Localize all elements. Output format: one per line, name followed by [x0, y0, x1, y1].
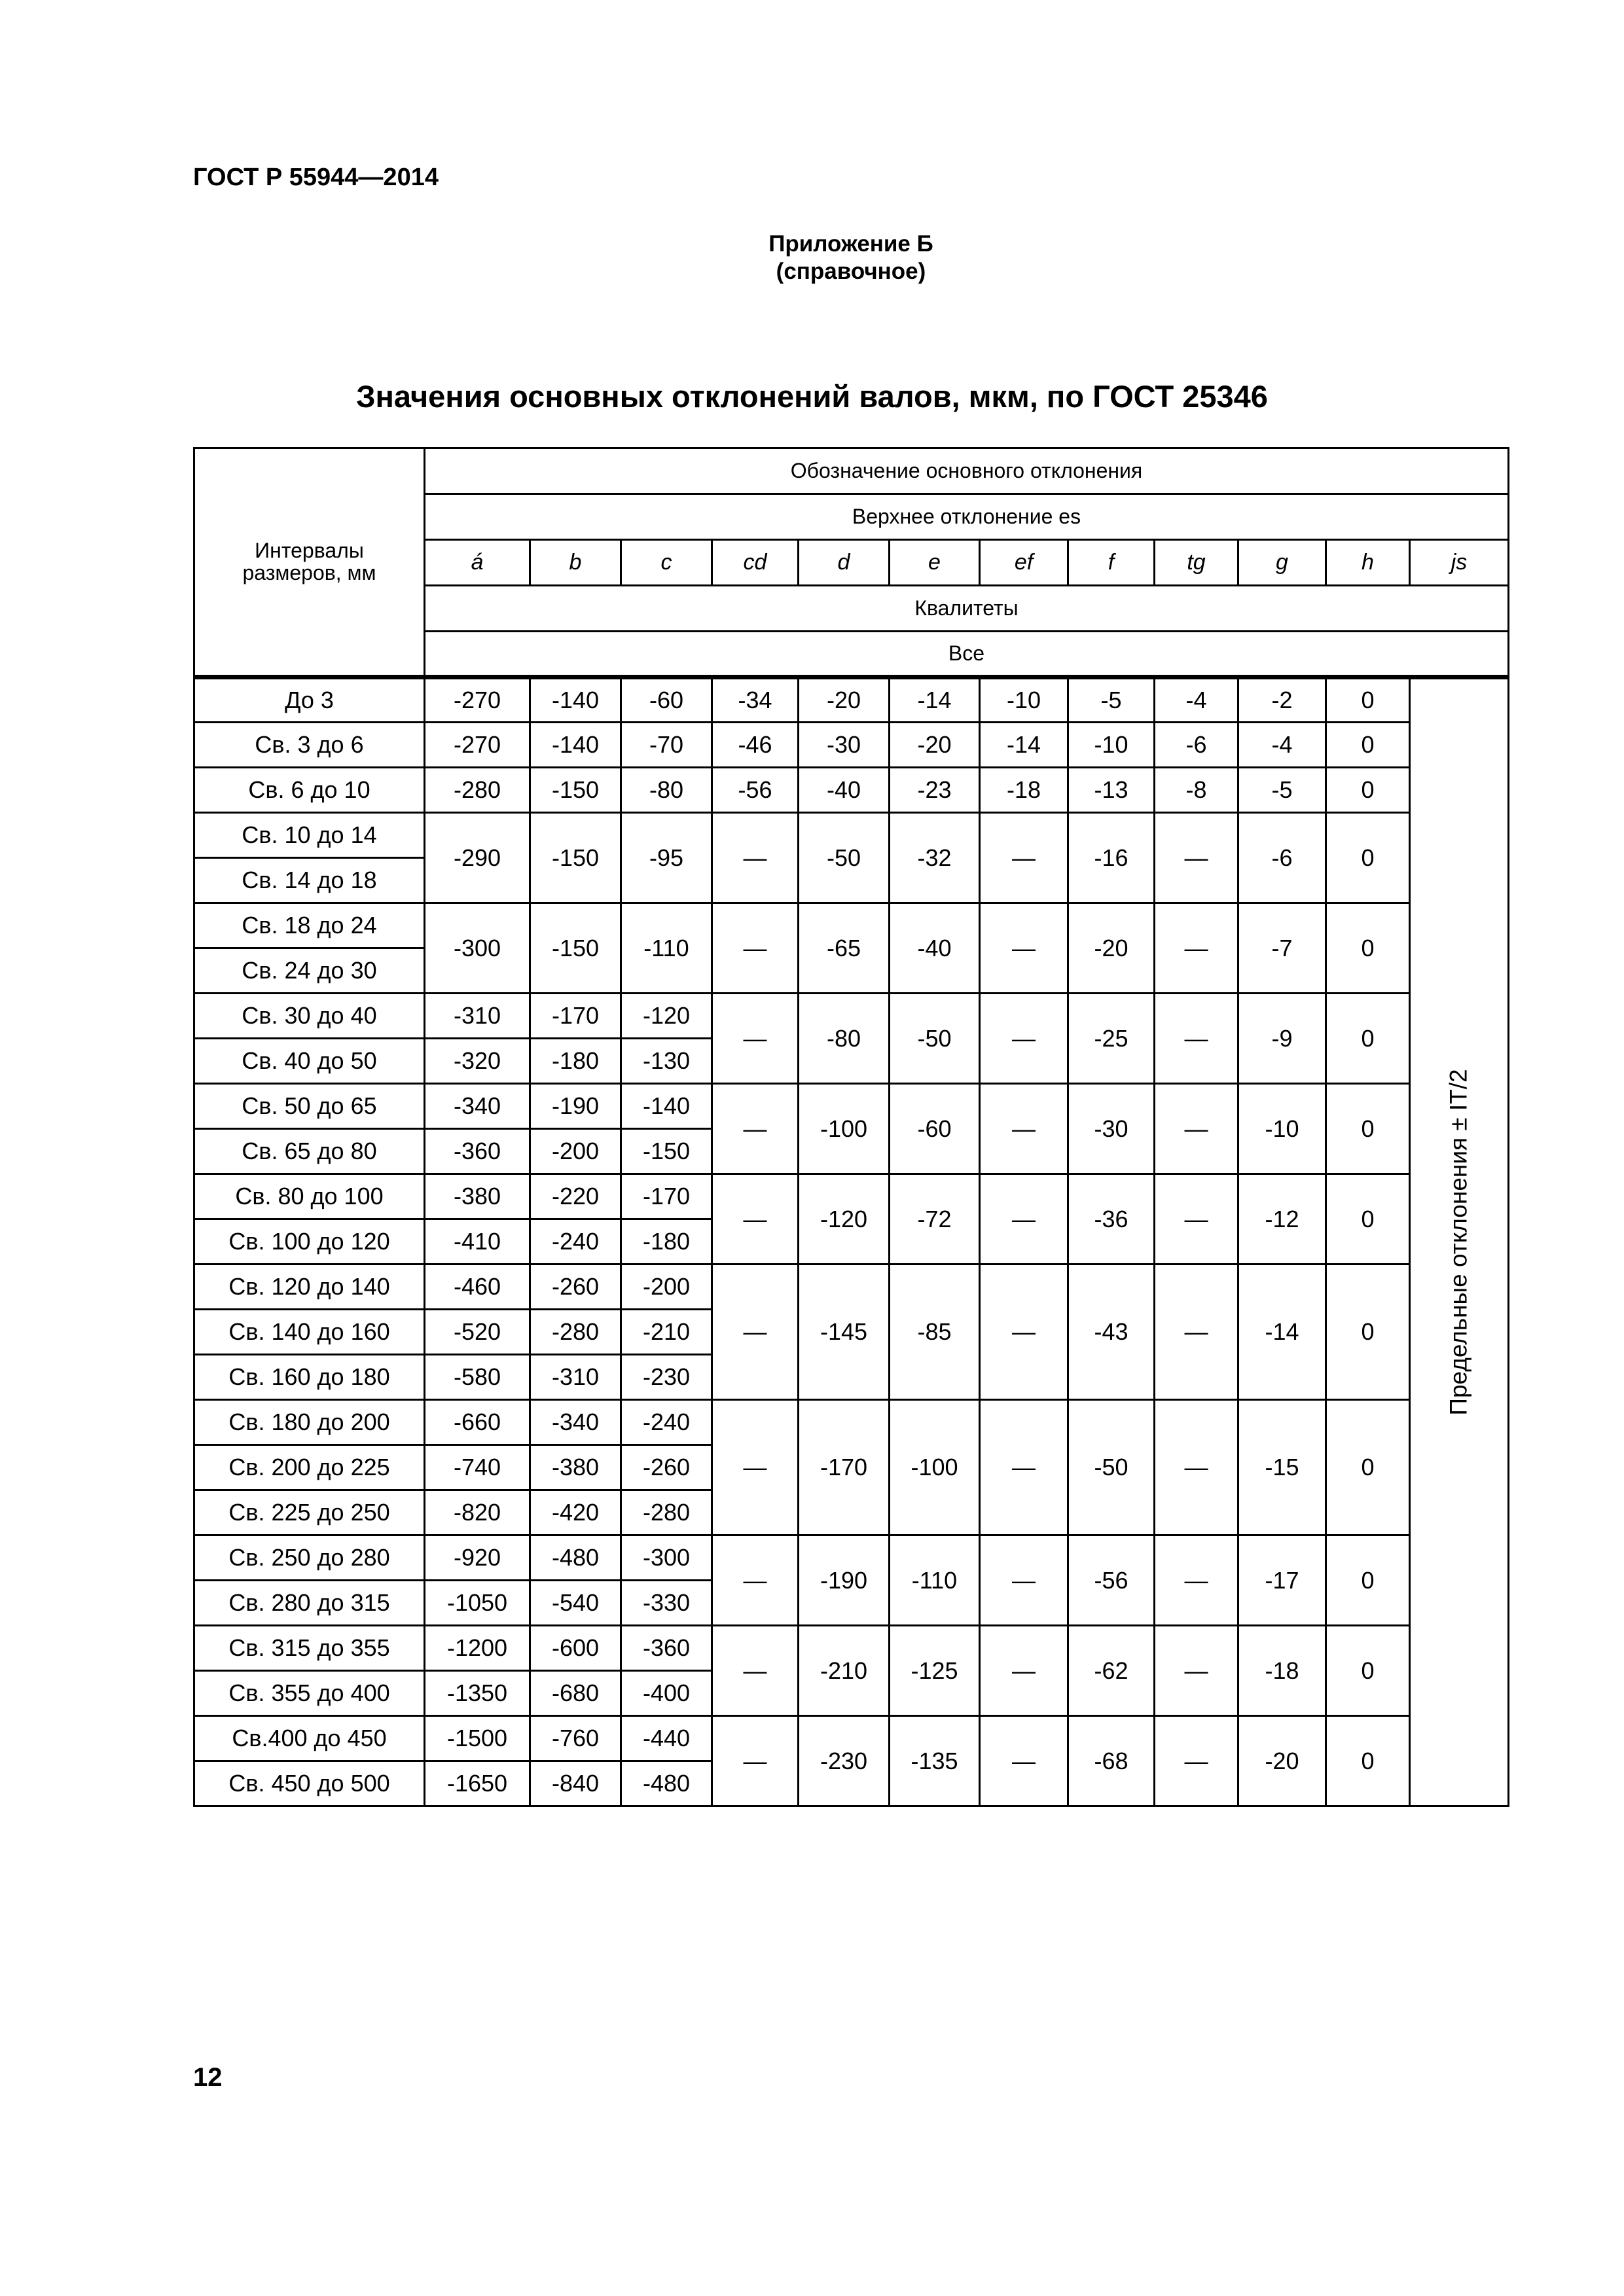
- value-f: -36: [1068, 1174, 1155, 1265]
- value-f: -68: [1068, 1716, 1155, 1806]
- letter-b: b: [530, 540, 621, 586]
- letter-d: d: [799, 540, 890, 586]
- value-a: -290: [425, 813, 530, 903]
- value-fg: -6: [1155, 723, 1238, 768]
- value-fg: -4: [1155, 677, 1238, 723]
- table-row: [194, 813, 1509, 858]
- value-d: -210: [799, 1626, 890, 1716]
- interval-cell: Св. 40 до 50: [194, 1039, 425, 1084]
- value-ef: —: [980, 1174, 1068, 1265]
- value-c: -260: [621, 1445, 712, 1490]
- interval-cell: Св. 450 до 500: [194, 1761, 425, 1806]
- value-c: -400: [621, 1671, 712, 1716]
- value-cd: —: [712, 1716, 799, 1806]
- value-cd: -56: [712, 768, 799, 813]
- value-cd: —: [712, 1265, 799, 1400]
- value-g: -7: [1238, 903, 1326, 994]
- value-ef: —: [980, 1400, 1068, 1535]
- interval-cell: Св. 225 до 250: [194, 1490, 425, 1535]
- value-h: 0: [1326, 1400, 1410, 1535]
- interval-cell: Св. 6 до 10: [194, 768, 425, 813]
- value-h: 0: [1326, 1716, 1410, 1806]
- value-b: -140: [530, 677, 621, 723]
- value-cd: —: [712, 903, 799, 994]
- value-f: -50: [1068, 1400, 1155, 1535]
- value-g: -20: [1238, 1716, 1326, 1806]
- value-b: -540: [530, 1581, 621, 1626]
- value-a: -1500: [425, 1716, 530, 1761]
- value-f: -13: [1068, 768, 1155, 813]
- letter-js: js: [1410, 540, 1509, 586]
- value-c: -130: [621, 1039, 712, 1084]
- value-d: -190: [799, 1535, 890, 1626]
- value-b: -280: [530, 1310, 621, 1355]
- table-row: [194, 1265, 1509, 1310]
- value-ef: —: [980, 813, 1068, 903]
- value-ef: —: [980, 994, 1068, 1084]
- value-h: 0: [1326, 677, 1410, 723]
- value-a: -1200: [425, 1626, 530, 1671]
- table-title: Значения основных отклонений валов, мкм, по ГОСТ 25346: [356, 379, 1268, 414]
- value-e: -110: [890, 1535, 980, 1626]
- value-a: -820: [425, 1490, 530, 1535]
- value-e: -23: [890, 768, 980, 813]
- value-c: -300: [621, 1535, 712, 1581]
- value-f: -5: [1068, 677, 1155, 723]
- value-g: -10: [1238, 1084, 1326, 1174]
- value-f: -43: [1068, 1265, 1155, 1400]
- value-h: 0: [1326, 723, 1410, 768]
- value-cd: —: [712, 1535, 799, 1626]
- value-ef: -10: [980, 677, 1068, 723]
- value-h: 0: [1326, 768, 1410, 813]
- letter-fg: tg: [1155, 540, 1238, 586]
- intervals-header: [194, 448, 425, 677]
- table-row: [194, 994, 1509, 1039]
- value-a: -270: [425, 723, 530, 768]
- value-d: -65: [799, 903, 890, 994]
- table-row: [194, 1400, 1509, 1445]
- value-d: -20: [799, 677, 890, 723]
- value-d: -120: [799, 1174, 890, 1265]
- value-b: -190: [530, 1084, 621, 1129]
- value-a: -310: [425, 994, 530, 1039]
- value-d: -170: [799, 1400, 890, 1535]
- interval-cell: Св. 18 до 24: [194, 903, 425, 948]
- interval-cell: Св. 140 до 160: [194, 1310, 425, 1355]
- value-a: -380: [425, 1174, 530, 1219]
- value-a: -660: [425, 1400, 530, 1445]
- value-b: -240: [530, 1219, 621, 1265]
- value-h: 0: [1326, 1626, 1410, 1716]
- table-row: [194, 723, 1509, 768]
- value-b: -200: [530, 1129, 621, 1174]
- value-c: -480: [621, 1761, 712, 1806]
- value-c: -280: [621, 1490, 712, 1535]
- interval-cell: Св. 10 до 14: [194, 813, 425, 858]
- value-c: -240: [621, 1400, 712, 1445]
- letter-f: f: [1068, 540, 1155, 586]
- value-h: 0: [1326, 1174, 1410, 1265]
- intervals-header-line1: Интервалы: [255, 538, 364, 562]
- value-a: -300: [425, 903, 530, 994]
- value-fg: —: [1155, 903, 1238, 994]
- value-b: -170: [530, 994, 621, 1039]
- value-d: -80: [799, 994, 890, 1084]
- value-e: -85: [890, 1265, 980, 1400]
- interval-cell: Св. 30 до 40: [194, 994, 425, 1039]
- table-row: [194, 1084, 1509, 1129]
- value-f: -20: [1068, 903, 1155, 994]
- table-row: [194, 677, 1509, 723]
- value-c: -95: [621, 813, 712, 903]
- value-fg: —: [1155, 994, 1238, 1084]
- value-b: -840: [530, 1761, 621, 1806]
- interval-cell: Св. 250 до 280: [194, 1535, 425, 1581]
- value-h: 0: [1326, 1084, 1410, 1174]
- value-a: -340: [425, 1084, 530, 1129]
- value-c: -200: [621, 1265, 712, 1310]
- value-ef: —: [980, 1265, 1068, 1400]
- interval-cell: Св. 160 до 180: [194, 1355, 425, 1400]
- value-c: -180: [621, 1219, 712, 1265]
- value-h: 0: [1326, 813, 1410, 903]
- value-ef: —: [980, 903, 1068, 994]
- deviations-table: [193, 447, 1509, 1807]
- value-cd: —: [712, 813, 799, 903]
- value-c: -110: [621, 903, 712, 994]
- value-fg: —: [1155, 1084, 1238, 1174]
- value-fg: —: [1155, 1626, 1238, 1716]
- value-a: -1350: [425, 1671, 530, 1716]
- value-fg: —: [1155, 1265, 1238, 1400]
- value-b: -180: [530, 1039, 621, 1084]
- interval-cell: Св. 200 до 225: [194, 1445, 425, 1490]
- value-b: -420: [530, 1490, 621, 1535]
- value-c: -60: [621, 677, 712, 723]
- appendix-label: Приложение Б: [768, 231, 933, 257]
- value-fg: —: [1155, 813, 1238, 903]
- value-f: -16: [1068, 813, 1155, 903]
- value-c: -210: [621, 1310, 712, 1355]
- document-id: ГОСТ Р 55944—2014: [193, 164, 439, 191]
- value-a: -280: [425, 768, 530, 813]
- value-g: -12: [1238, 1174, 1326, 1265]
- value-b: -680: [530, 1671, 621, 1716]
- value-fg: —: [1155, 1716, 1238, 1806]
- value-a: -460: [425, 1265, 530, 1310]
- value-ef: —: [980, 1626, 1068, 1716]
- interval-cell: Св. 180 до 200: [194, 1400, 425, 1445]
- value-ef: —: [980, 1535, 1068, 1626]
- value-b: -150: [530, 813, 621, 903]
- value-h: 0: [1326, 994, 1410, 1084]
- table-row: [194, 1626, 1509, 1671]
- value-d: -230: [799, 1716, 890, 1806]
- value-a: -360: [425, 1129, 530, 1174]
- value-cd: -34: [712, 677, 799, 723]
- page-number: 12: [193, 2063, 223, 2092]
- value-b: -260: [530, 1265, 621, 1310]
- value-b: -340: [530, 1400, 621, 1445]
- value-f: -30: [1068, 1084, 1155, 1174]
- interval-cell: Св. 65 до 80: [194, 1129, 425, 1174]
- interval-cell: Св.400 до 450: [194, 1716, 425, 1761]
- value-e: -72: [890, 1174, 980, 1265]
- value-cd: -46: [712, 723, 799, 768]
- value-g: -9: [1238, 994, 1326, 1084]
- value-cd: —: [712, 1084, 799, 1174]
- letter-cd: cd: [712, 540, 799, 586]
- value-cd: —: [712, 1400, 799, 1535]
- value-cd: —: [712, 1626, 799, 1716]
- table-row: [194, 1174, 1509, 1219]
- value-g: -4: [1238, 723, 1326, 768]
- value-f: -10: [1068, 723, 1155, 768]
- value-g: -15: [1238, 1400, 1326, 1535]
- value-a: -920: [425, 1535, 530, 1581]
- table-row: [194, 768, 1509, 813]
- value-a: -1050: [425, 1581, 530, 1626]
- value-a: -1650: [425, 1761, 530, 1806]
- all-grades-header: Все: [425, 632, 1509, 677]
- value-g: -17: [1238, 1535, 1326, 1626]
- value-c: -140: [621, 1084, 712, 1129]
- grades-header: Квалитеты: [425, 586, 1509, 632]
- value-c: -170: [621, 1174, 712, 1219]
- value-f: -25: [1068, 994, 1155, 1084]
- value-g: -18: [1238, 1626, 1326, 1716]
- value-g: -6: [1238, 813, 1326, 903]
- value-d: -145: [799, 1265, 890, 1400]
- letter-g: g: [1238, 540, 1326, 586]
- value-d: -50: [799, 813, 890, 903]
- value-c: -80: [621, 768, 712, 813]
- js-note: Предельные отклонения ± IT/2: [1445, 1069, 1472, 1416]
- table-row: [194, 1535, 1509, 1581]
- letter-e: e: [890, 540, 980, 586]
- interval-cell: Св. 80 до 100: [194, 1174, 425, 1219]
- value-ef: —: [980, 1084, 1068, 1174]
- value-fg: —: [1155, 1400, 1238, 1535]
- interval-cell: Св. 120 до 140: [194, 1265, 425, 1310]
- value-e: -50: [890, 994, 980, 1084]
- value-d: -30: [799, 723, 890, 768]
- js-cell: [1410, 677, 1509, 1806]
- value-e: -14: [890, 677, 980, 723]
- value-c: -150: [621, 1129, 712, 1174]
- value-e: -20: [890, 723, 980, 768]
- value-a: -520: [425, 1310, 530, 1355]
- appendix-type: (справочное): [776, 259, 926, 284]
- value-b: -140: [530, 723, 621, 768]
- value-c: -330: [621, 1581, 712, 1626]
- interval-cell: Св. 3 до 6: [194, 723, 425, 768]
- value-cd: —: [712, 1174, 799, 1265]
- value-d: -40: [799, 768, 890, 813]
- value-f: -56: [1068, 1535, 1155, 1626]
- letter-c: c: [621, 540, 712, 586]
- interval-cell: Св. 14 до 18: [194, 858, 425, 903]
- designation-header: Обозначение основного отклонения: [425, 448, 1509, 494]
- value-ef: —: [980, 1716, 1068, 1806]
- value-h: 0: [1326, 1535, 1410, 1626]
- interval-cell: Св. 280 до 315: [194, 1581, 425, 1626]
- value-f: -62: [1068, 1626, 1155, 1716]
- value-fg: —: [1155, 1535, 1238, 1626]
- value-c: -230: [621, 1355, 712, 1400]
- value-b: -760: [530, 1716, 621, 1761]
- value-c: -360: [621, 1626, 712, 1671]
- value-a: -320: [425, 1039, 530, 1084]
- value-e: -32: [890, 813, 980, 903]
- table-row: [194, 903, 1509, 948]
- value-c: -440: [621, 1716, 712, 1761]
- value-b: -220: [530, 1174, 621, 1219]
- value-b: -150: [530, 903, 621, 994]
- value-fg: -8: [1155, 768, 1238, 813]
- value-b: -480: [530, 1535, 621, 1581]
- value-b: -310: [530, 1355, 621, 1400]
- value-g: -2: [1238, 677, 1326, 723]
- interval-cell: До 3: [194, 677, 425, 723]
- value-a: -410: [425, 1219, 530, 1265]
- value-e: -60: [890, 1084, 980, 1174]
- value-c: -70: [621, 723, 712, 768]
- table-row: [194, 1716, 1509, 1761]
- letter-a: á: [425, 540, 530, 586]
- value-b: -150: [530, 768, 621, 813]
- value-ef: -14: [980, 723, 1068, 768]
- intervals-header-line2: размеров, мм: [242, 560, 376, 584]
- value-e: -40: [890, 903, 980, 994]
- value-a: -270: [425, 677, 530, 723]
- value-h: 0: [1326, 1265, 1410, 1400]
- value-a: -740: [425, 1445, 530, 1490]
- interval-cell: Св. 315 до 355: [194, 1626, 425, 1671]
- value-fg: —: [1155, 1174, 1238, 1265]
- value-g: -14: [1238, 1265, 1326, 1400]
- letter-h: h: [1326, 540, 1410, 586]
- value-b: -600: [530, 1626, 621, 1671]
- value-cd: —: [712, 994, 799, 1084]
- value-d: -100: [799, 1084, 890, 1174]
- interval-cell: Св. 100 до 120: [194, 1219, 425, 1265]
- value-h: 0: [1326, 903, 1410, 994]
- value-e: -100: [890, 1400, 980, 1535]
- letter-ef: ef: [980, 540, 1068, 586]
- interval-cell: Св. 355 до 400: [194, 1671, 425, 1716]
- value-a: -580: [425, 1355, 530, 1400]
- interval-cell: Св. 24 до 30: [194, 948, 425, 994]
- value-g: -5: [1238, 768, 1326, 813]
- value-e: -125: [890, 1626, 980, 1716]
- interval-cell: Св. 50 до 65: [194, 1084, 425, 1129]
- value-b: -380: [530, 1445, 621, 1490]
- value-ef: -18: [980, 768, 1068, 813]
- value-c: -120: [621, 994, 712, 1039]
- upper-deviation-header: Верхнее отклонение es: [425, 494, 1509, 540]
- value-e: -135: [890, 1716, 980, 1806]
